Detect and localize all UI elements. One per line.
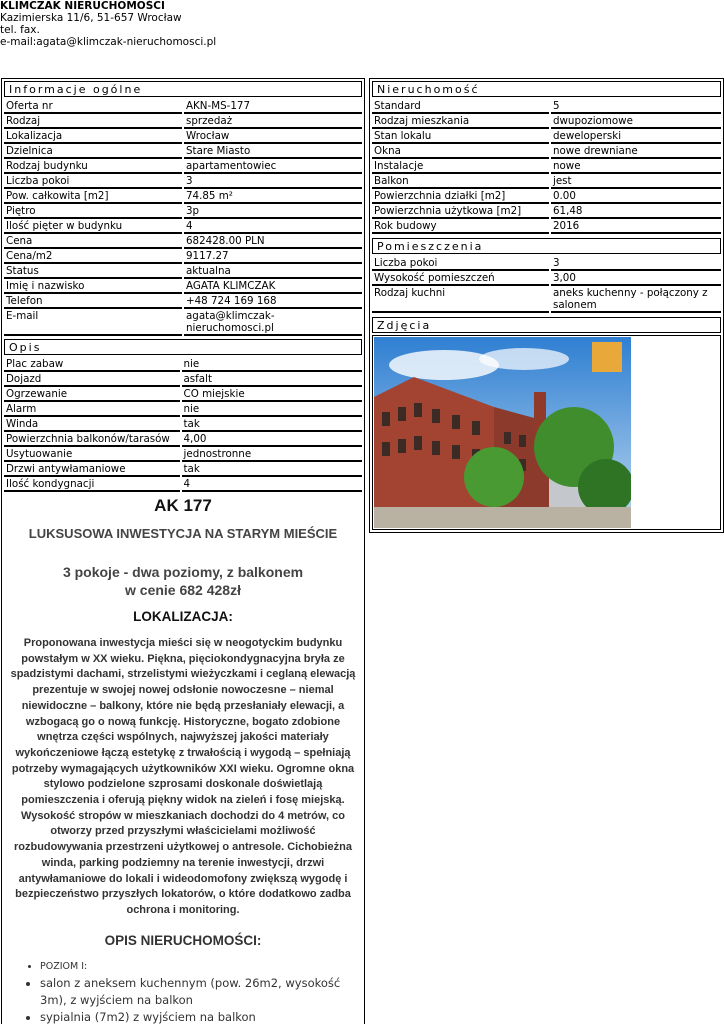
cell-value: CO miejskie xyxy=(182,387,363,402)
left-column xyxy=(1,78,365,1024)
cell-value: 2016 xyxy=(551,219,721,234)
cell-value: dwupoziomowe xyxy=(551,114,721,129)
opis-table xyxy=(2,357,364,492)
rooms-table xyxy=(370,256,723,313)
cell-label: Balkon xyxy=(372,174,549,189)
cell-value: 3 xyxy=(551,256,721,271)
offer-code: AK 177 xyxy=(154,496,212,515)
cell-label: Plac zabaw xyxy=(4,357,180,372)
cell-label: Standard xyxy=(372,99,549,114)
cell-value: 3 xyxy=(184,174,362,189)
table-row xyxy=(4,174,362,189)
table-row xyxy=(4,234,362,249)
cell-value: nowe xyxy=(551,159,721,174)
table-row xyxy=(4,477,362,492)
cell-label: Cena/m2 xyxy=(4,249,182,264)
cell-label: Wysokość pomieszczeń xyxy=(372,271,549,286)
table-row xyxy=(4,402,362,417)
cell-label: Cena xyxy=(4,234,182,249)
cell-label: Rok budowy xyxy=(372,219,549,234)
levels-list xyxy=(2,958,364,1026)
cell-label: Powierzchnia działki [m2] xyxy=(372,189,549,204)
headline: LUKSUSOWA INWESTYCJA NA STARYM MIEŚCIE xyxy=(28,526,338,541)
section-property-title: Nieruchomość xyxy=(372,81,721,97)
agency-header xyxy=(0,0,216,48)
cell-value: 5 xyxy=(551,99,721,114)
cell-value: 4 xyxy=(184,219,362,234)
photo-frame xyxy=(372,335,721,530)
table-row xyxy=(4,144,362,159)
cell-label: Ilość pięter w budynku xyxy=(4,219,182,234)
rooms-line-2: w cenie 682 428zł xyxy=(125,582,241,598)
cell-label: Rodzaj kuchni xyxy=(372,286,549,313)
table-row xyxy=(4,264,362,279)
company-name: KLIMCZAK NIERUCHOMOŚCI xyxy=(0,0,165,12)
cell-label: Oferta nr xyxy=(4,99,182,114)
cell-label: Usytuowanie xyxy=(4,447,180,462)
list-item: • POZIOM I: xyxy=(40,958,364,975)
cell-value: 3,00 xyxy=(551,271,721,286)
cell-label: Winda xyxy=(4,417,180,432)
cell-label: Drzwi antywłamaniowe xyxy=(4,462,180,477)
cell-value: aktualna xyxy=(184,264,362,279)
cell-label: Dojazd xyxy=(4,372,180,387)
cell-value: tak xyxy=(182,462,363,477)
cell-label: Pow. całkowita [m2] xyxy=(4,189,182,204)
cell-label: Rodzaj budynku xyxy=(4,159,182,174)
description xyxy=(2,496,364,1026)
table-row xyxy=(372,204,721,219)
table-row xyxy=(4,294,362,309)
table-row xyxy=(4,129,362,144)
cell-value: asfalt xyxy=(182,372,363,387)
general-info-table xyxy=(2,99,364,336)
cell-value: AGATA KLIMCZAK xyxy=(184,279,362,294)
list-item: • sypialnia (7m2) z wyjściem na balkon xyxy=(40,1009,364,1026)
table-row xyxy=(4,219,362,234)
section-opis-title: Opis xyxy=(4,339,362,355)
cell-label: Liczba pokoi xyxy=(372,256,549,271)
cell-value: AKN-MS-177 xyxy=(184,99,362,114)
table-row xyxy=(372,159,721,174)
cell-value: apartamentowiec xyxy=(184,159,362,174)
table-row xyxy=(4,432,362,447)
table-row xyxy=(372,144,721,159)
list-item: • salon z aneksem kuchennym (pow. 26m2, wysokość 3m), z wyjściem na balkon xyxy=(40,975,364,1009)
cell-label: Imię i nazwisko xyxy=(4,279,182,294)
table-row xyxy=(4,204,362,219)
section-rooms-title: Pomieszczenia xyxy=(372,238,721,254)
cell-label: Powierzchnia użytkowa [m2] xyxy=(372,204,549,219)
cell-value: tak xyxy=(182,417,363,432)
cell-value: 4,00 xyxy=(182,432,363,447)
table-row xyxy=(4,372,362,387)
cell-label: Status xyxy=(4,264,182,279)
company-email: e-mail:agata@klimczak-nieruchomosci.pl xyxy=(0,36,217,48)
company-phone: tel. fax. xyxy=(0,24,40,36)
cell-label: Lokalizacja xyxy=(4,129,182,144)
cell-value: jednostronne xyxy=(182,447,363,462)
cell-value: 9117.27 xyxy=(184,249,362,264)
table-row xyxy=(4,99,362,114)
rooms-line-1: 3 pokoje - dwa poziomy, z balkonem xyxy=(62,564,304,580)
table-row xyxy=(4,309,362,336)
table-row xyxy=(372,256,721,271)
cell-value: nie xyxy=(182,402,363,417)
table-row xyxy=(4,249,362,264)
table-row xyxy=(4,417,362,432)
table-row xyxy=(4,114,362,129)
table-row xyxy=(372,219,721,234)
cell-value: nowe drewniane xyxy=(551,144,721,159)
cell-value: 74.85 m² xyxy=(184,189,362,204)
cell-label: Instalacje xyxy=(372,159,549,174)
cell-label: Stan lokalu xyxy=(372,129,549,144)
cell-value: +48 724 169 168 xyxy=(184,294,362,309)
cell-value: 0.00 xyxy=(551,189,721,204)
cell-value: 4 xyxy=(182,477,363,492)
cell-label: Rodzaj xyxy=(4,114,182,129)
cell-value: jest xyxy=(551,174,721,189)
company-address: Kazimierska 11/6, 51-657 Wrocław xyxy=(0,12,182,24)
cell-value: Stare Miasto xyxy=(184,144,362,159)
table-row xyxy=(372,174,721,189)
section-photos-title: Zdjęcia xyxy=(372,317,721,333)
table-row xyxy=(372,114,721,129)
table-row xyxy=(372,286,721,313)
table-row xyxy=(4,159,362,174)
cell-value: 682428.00 PLN xyxy=(184,234,362,249)
cell-label: Powierzchnia balkonów/tarasów xyxy=(4,432,180,447)
table-row xyxy=(4,447,362,462)
location-text: Proponowana inwestycja mieści się w neogotyckim budynku powstałym w XX wieku. Piękna, pięciokondygnacyjna bryła ze spadzistymi dachami, strzelistymi wieżyczkami i ceglaną elewacją prezentuje w swojej nowej odsłonie nowoczesne – niemal niewidoczne – balkony, które nie będą przesłaniały elewacji, a wzbogacą go o nową funkcję. Historyczne, bogato zdobione wnętrza części wspólnych, najwyższej jakości materiały wykończeniowe łączą estetykę z trwałością i wygodą – spełniają potrzeby wymagających użytkowników XXI wieku. Ogromne okna stylowo podzielone szprosami doskonale doświetlają pomieszczenia i oferują piękny widok na zieleń i fosę miejską. Wysokość stropów w mieszkaniach dochodzi do 4 metrów, co otworzy przed przyszłymi właścicielami możliwość rozbudowywania przestrzeni użytkowej o antresole. Cichobieżna winda, parking podziemny na terenie inwestycji, drzwi antywłamaniowe do lokali i wideodomofony zwiększą wygodę i bezpieczeństwo przyszłych lokatorów, o które dodatkowo zadba ochrona i monitoring. xyxy=(10,637,356,916)
cell-value: nie xyxy=(182,357,363,372)
rooms-headline xyxy=(2,563,364,599)
cell-value: 3p xyxy=(184,204,362,219)
table-row xyxy=(4,462,362,477)
cell-label: Telefon xyxy=(4,294,182,309)
location-heading: LOKALIZACJA: xyxy=(133,609,233,624)
right-column xyxy=(369,78,724,533)
cell-label: Piętro xyxy=(4,204,182,219)
cell-value: agata@klimczak-nieruchomosci.pl xyxy=(184,309,362,336)
property-description-heading: OPIS NIERUCHOMOŚCI: xyxy=(104,932,262,948)
table-row xyxy=(372,189,721,204)
cell-label: Ilość kondygnacji xyxy=(4,477,180,492)
table-row xyxy=(372,99,721,114)
cell-value: aneks kuchenny - połączony z salonem xyxy=(551,286,721,313)
cell-value: Wrocław xyxy=(184,129,362,144)
table-row xyxy=(372,129,721,144)
cell-value: 61,48 xyxy=(551,204,721,219)
cell-label: Ogrzewanie xyxy=(4,387,180,402)
table-row xyxy=(4,189,362,204)
cell-label: E-mail xyxy=(4,309,182,336)
building-photo[interactable] xyxy=(374,337,631,528)
cell-label: Okna xyxy=(372,144,549,159)
property-table xyxy=(370,99,723,234)
table-row xyxy=(372,271,721,286)
table-row xyxy=(4,387,362,402)
section-general-title: Informacje ogólne xyxy=(4,81,362,97)
cell-label: Dzielnica xyxy=(4,144,182,159)
cell-label: Liczba pokoi xyxy=(4,174,182,189)
cell-label: Alarm xyxy=(4,402,180,417)
table-row xyxy=(4,279,362,294)
cell-label: Rodzaj mieszkania xyxy=(372,114,549,129)
cell-value: deweloperski xyxy=(551,129,721,144)
table-row xyxy=(4,357,362,372)
cell-value: sprzedaż xyxy=(184,114,362,129)
